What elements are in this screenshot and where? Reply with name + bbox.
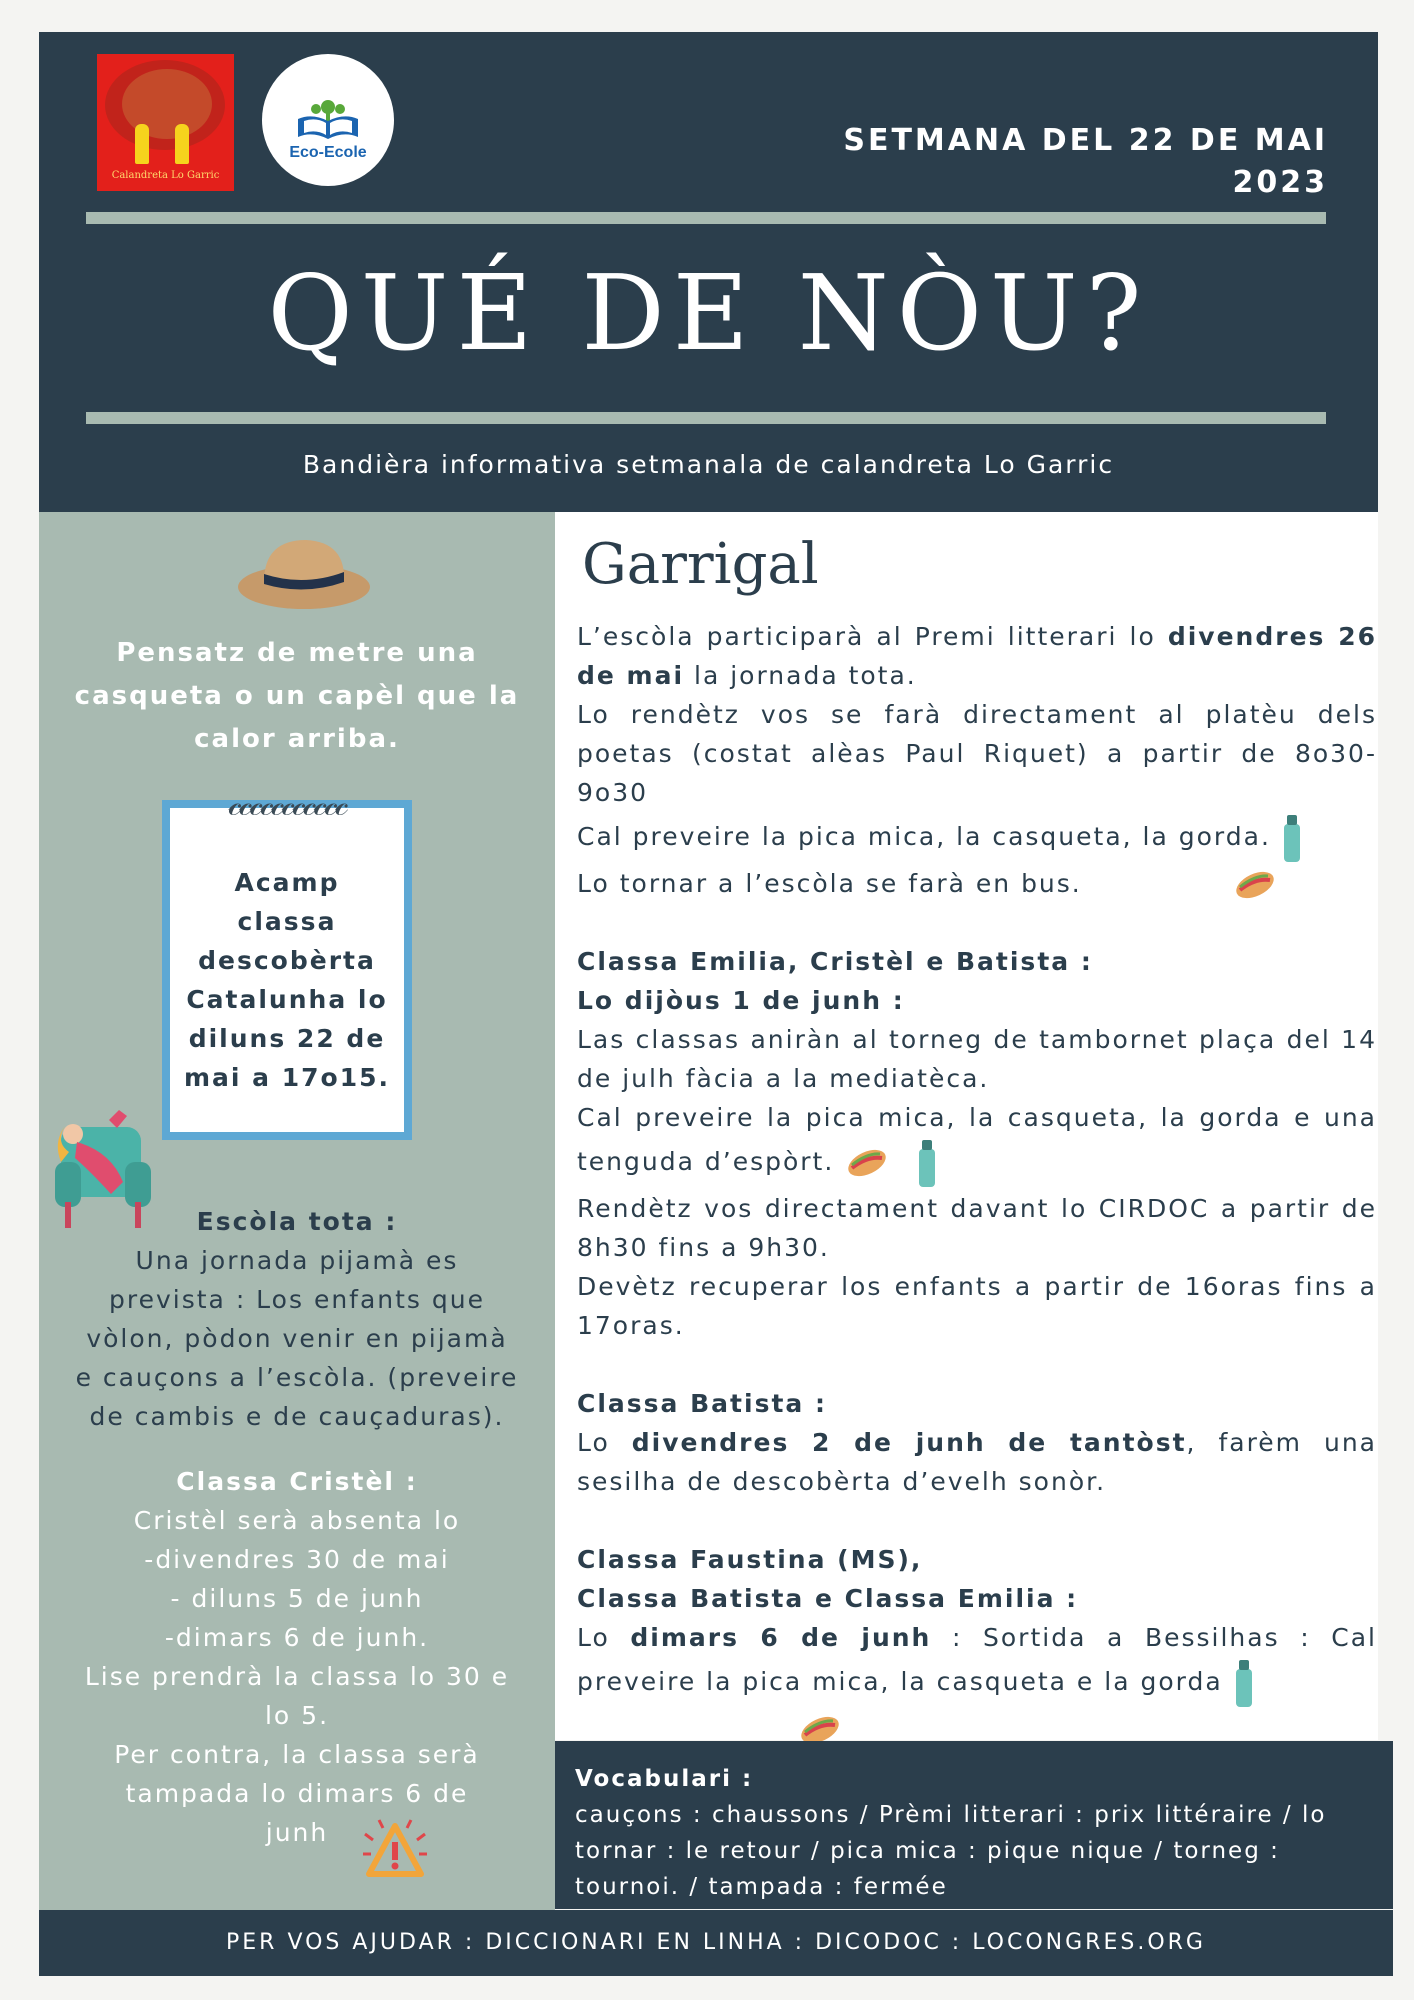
vocabulary-line: cauçons : chaussons / Prèmi litterari : prix littéraire / lo xyxy=(575,1802,1327,1828)
divider-bottom xyxy=(86,412,1326,424)
meeting-note: Acamp classa descobèrta Catalunha lo diluns 22 de mai a 17o15. xyxy=(183,868,391,1092)
divider-top xyxy=(86,212,1326,224)
section-heading: Garrigal xyxy=(582,532,819,597)
footer-help: PER VOS AJUDAR : DICCIONARI EN LINHA : DICODOC : LOCONGRES.ORG xyxy=(39,1910,1393,1976)
paragraph-premi: L’escòla participarà al Premi litterari lo divendres 26 de mai la jornada tota. Lo rendètz vos se farà directament al platèu dels poetas (costat alèas Paul Riquet) a partir de 8o30-9o30 Cal preveire la pica mica, la casqueta, la gorda. Lo tornar a l’escòla se farà en bus. xyxy=(577,617,1377,903)
water-bottle-icon xyxy=(916,1137,938,1189)
vocabulary-title: Vocabulari : xyxy=(575,1766,754,1792)
warning-icon xyxy=(359,1814,431,1886)
announcements xyxy=(577,617,1377,1787)
hat-icon xyxy=(234,532,374,612)
main-content xyxy=(555,512,1378,1740)
paragraph-tambornet: Classa Emilia, Cristèl e Batista : Lo dijòus 1 de junh : Las classas aniràn al torneg de tambornet plaça del 14 de julh fàcia a la mediatèca. Cal preveire la pica mica, la casqueta, la gorda e una tenguda d’espòrt. Rendètz vos directament davant lo CIRDOC a partir de 8h30 fins a 9h30. Devètz recuperar los enfants a partir de 16oras fins a 17oras. xyxy=(577,947,1377,1340)
newsletter-subtitle: Bandièra informativa setmanala de calandreta Lo Garric xyxy=(302,450,1115,479)
week-date: SETMANA DEL 22 DE MAI 2023 xyxy=(843,123,1328,200)
vocabulary-box xyxy=(555,1741,1393,1909)
notepad-icon: 𝒸𝒸𝒸𝒸𝒸𝒸𝒸𝒸𝒸𝒸𝒸 Acamp classa descobèrta Catalunha lo diluns 22 de mai a 17o15. xyxy=(162,800,412,1140)
newsletter-title: QUÉ DE NÒU? xyxy=(267,252,1150,374)
water-bottle-icon xyxy=(1233,1657,1255,1709)
header-banner xyxy=(39,32,1378,512)
hat-reminder: Pensatz de metre una casqueta o un capèl que la calor arriba. xyxy=(74,638,520,754)
school-pyjama-notice: Escòla tota : Una jornada pijamà es prevista : Los enfants que vòlon, pòdon venir en pijamà e cauçons a l’escòla. (preveire de cambis e de cauçaduras). xyxy=(75,1207,519,1431)
vocabulary-line: tornar : le retour / pica mica : pique nique / torneg : xyxy=(575,1838,1280,1864)
sandwich-icon xyxy=(1232,868,1278,902)
paragraph-bessilhas: Classa Faustina (MS), Classa Batista e Classa Emilia : Lo dimars 6 de junh : Sortida a Bessilhas : Cal preveire la pica mica, la casqueta e la gorda xyxy=(577,1540,1377,1748)
sandwich-icon xyxy=(844,1146,890,1180)
paragraph-evelh-sonor: Classa Batista : Lo divendres 2 de junh de tantòst, farèm una sesilha de descobèrta d’evelh sonòr. xyxy=(577,1389,1378,1496)
calandreta-logo: Calandreta Lo Garric xyxy=(97,54,234,191)
cristel-notice: Classa Cristèl : Cristèl serà absenta lo -divendres 30 de mai - diluns 5 de junh -dimars 6 de junh. Lise prendrà la classa lo 30 e lo 5. Per contra, la classa serà tampada lo dimars 6 de junh xyxy=(84,1467,510,1847)
water-bottle-icon xyxy=(1281,812,1303,864)
eco-ecole-logo: Eco-Ecole xyxy=(262,54,394,186)
vocabulary-line: tournoi. / tampada : fermée xyxy=(575,1874,948,1900)
sidebar xyxy=(39,512,555,1910)
